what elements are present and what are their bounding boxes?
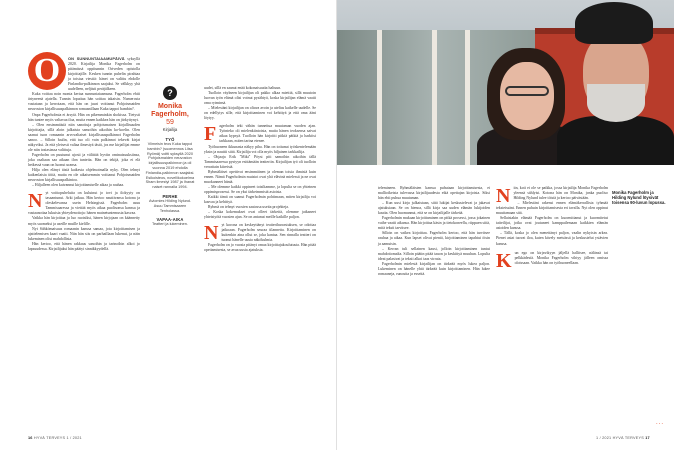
- col4-paragraph-2: – Mielestäni rakensi ennen elämäkerrallista tyhmää teksteissäni. Ennen puhuin kirjoittamisesta eri tavalla. Nyt olen oppinut muuttamaan sitä.: [496, 201, 608, 216]
- col2-paragraph-10: Ryhmä on tehnyt vuosien saatossa useita projekteja.: [208, 205, 289, 210]
- col2-paragraph-2: Tuolloin väylneen kirjailijan oli pakko alkaa miettiä, sillä muutoin luovan työn elämä olisi voinut pysähtyä, koska kirjailijan elämä vaatii oma rytminsä.: [204, 91, 316, 106]
- col2-paragraph-1: uudet, sillä en saanut enää kokonaisuutta haltuun.: [204, 86, 282, 90]
- col2-paragraph-13: Fagerholm on jo vuosia pitänyt omaa kirjoittajakoulutusta. Hän pitää opettamisesta, se avaa uusia ajatuksia.: [204, 243, 316, 253]
- photo-caption: [612, 190, 668, 206]
- sidebar-work-text: Viimeisin teos Kuka tappoi bambin? (suomennos Liisa Ryömä) voitti syksyllä 2020 Pohjoismaiden neuvoston kirjallisuuspalkinnon ja oli vuonna 2019 ehdolla Finlandia-palkinnon saajaksi. Esikoisteos, novellikokoelma Sham ilmestyi 1987 ja Ihanat naiset rannalla 1994.: [145, 142, 195, 190]
- col1-paragraph-7: – Hiljalleen olen kaivannut kirjoittamiselle aikaa ja rauhaa.: [32, 183, 125, 188]
- sidebar-heading-free-time: VAPAA-AIKA: [156, 217, 184, 223]
- sidebar-role: Kirjailija: [162, 127, 178, 132]
- col2-paragraph-4: Fagerholm teki vähän tunnettua muutaman vuoden ajan. Työnteko oli mielenkiintoista, mutta hänen teoksensa saivat aikaa kypsyä. Tuolloin hän kirjoitti pitkiä pätkiä ja harkitsi tarkkaan, miten tarina etenee.: [204, 123, 316, 146]
- dropcap-n2: N: [204, 222, 219, 245]
- col3-paragraph-3: Fagerholmin mukaan kirjoittaminen on pitkä prosessi, jossa jokainen vaihe vaatii aikansa. Hän kirjoittaa käsin ja tietokoneella, riippuen siitä, mitä teksti tarvitsee.: [378, 216, 490, 231]
- col3-paragraph-4: Silloin on vaikea kirjoittaa. Fagerholm kertoo, että hän tarvitsee rauhaa ja aikaa. Kun lapset olivat pieniä, kirjoittaminen tapahtui öisin ja aamuisin.: [378, 231, 490, 246]
- dropcap-f: F: [204, 123, 217, 146]
- col2-paragraph-6: – Ohjaaja Erik "Miki" Pöyst piti samoihin aikoihin tällä Tammisaaressa pystyyn esittämään teatteriin. Kirjailijan työ oli tuolloin verrattain kiireistä.: [204, 154, 316, 169]
- fact-sidebar: [145, 86, 195, 227]
- col1-paragraph-11: Hän kertoo, että hänen rakkaus sanoihin ja tarinoihin alkoi jo lapsuudessa. Kirjailijaksi hän päätyi sinnikkyydellä.: [28, 241, 140, 251]
- photo-man-coat: [557, 116, 674, 165]
- sidebar-heading-family: PERHE: [162, 193, 178, 199]
- caption-name: Monika Fagerholm: [612, 190, 649, 195]
- col2-paragraph-9: Kaikki tämä on saanut Fagerholmin pohtimaan, miten kirjailija voi kasvaa ja kehittyä.: [204, 194, 316, 205]
- col2-paragraph-5: Työhuoneen ikkunasta näkyy piha. Hän on tottunut työskentelemään yksin ja nauttii siitä. Kirjailija voi olla myös hiljainen tarkkailija.: [204, 144, 316, 154]
- col4-paragraph-4: – Tällä, koska jo olen menettänyt paljon, vaalin nykyisin arkea. Pienet asiat tuovat iloa, kuten kävely metsässä ja keskustelut ystävien kanssa.: [496, 231, 608, 246]
- photo-glasses: [505, 86, 549, 96]
- col3-paragraph-2: – Kun uusi kirja julkaistaan, siitä lukijat keskustelevat ja jakavat ajatuksiaan. Se on hienoa, sillä kirja saa uuden elämän lukijoiden kautta. Olen huomannut, että se on kirjailijalle tärkeää.: [378, 201, 490, 216]
- dropcap-k: K: [496, 249, 512, 272]
- col4-paragraph-3: Sellaistakin elämää Fagerholm on kuormittanut ja kuormitetut taiteilijat, jotka ovat joutuneet kamppailemaan kaikkien elämän asioiden kanssa.: [496, 216, 608, 231]
- column-4: [496, 186, 608, 270]
- col3-paragraph-6: Fagerholmin mielestä kirjailijan on tärkeää myös lukea paljon. Lukeminen on hänelle yhtä tärkeää kuin kirjoittaminen. Hän lukee romaaneja, runoutta ja esseitä.: [378, 261, 490, 276]
- col1-paragraph-8: Nyt voittopuheluita on kuluinut jo tovi ja ilokyyty on tasaantunut. Arki jatkuu. Hän kertoo nauttivansa kotona ja oleskelevansa usein Helsingissä. Fagerholm asuu Tammisaaressa ja viettää myös aikaa puolisonsa kanssa ja vastaanottaa lukuisia yhteydenottoja: hänen mainetuntemusta kasvaa.: [28, 190, 140, 216]
- lead-caps: ON SUNNUNTAIAAMUPÄIVÄ: [68, 56, 125, 61]
- col4-paragraph-5: Kun ego on kirjavikyyn jäljellä hallitsee, nälänsä tai pelkkädesiä. Monika Fagerholm vihtyy jälleen omissa oloissaan. Vaikka hän on työhuoneellaan.: [496, 249, 608, 272]
- folio-right-text: 1 / 2021 HYVÄ TERVEYS: [596, 436, 644, 440]
- sidebar-free-time-text: Teatteri ja lukeminen.: [152, 222, 188, 227]
- col3-paragraph-1: telemineen. Ryhmäläisten kanssa puhutaan kirjoittamisesta, ei mallioikeista tulevassa kirjailijuudesta eikä opettajan kirjoista. Siksi hän ehti puhua muutaman.: [378, 186, 490, 201]
- folio-left-number: 16: [28, 436, 33, 440]
- sidebar-family-text: Aviomies Hilding Nylund. Asuu Tammisaaren Tenholassa.: [149, 198, 191, 213]
- col2-paragraph-3: – Mielestäni kirjailijan on oltava avoin ja utelias kaikelle uudelle. Se on edellytys sille, että kirjoittaminen voi kehittyä ja että oma ääni löytyy.: [204, 106, 316, 121]
- col1-paragraph-6: Hilja olen elänyt tästä kaikesta ohjelmoimalla nyky. Olen tehnyt kaikenlaisia töitä, mutta en ole aikaisemmin voittanut Pohjoismaiden neuvoston kirjallisuuspalkintoa.: [28, 168, 140, 183]
- continues-marker: ...: [656, 420, 665, 426]
- col4-paragraph-1: Niin, koti ei ole se paikka, jossa kirjailija Monika Fagerholm yleensä sählyisi. Kotona hän on Monika, jonka puoliso Hilding Nylund tulee töistä ja kertoo päivästään.: [496, 185, 608, 207]
- caption-text: ja Hilding Nylund löysivät toisensa 90-luvun lopussa.: [612, 190, 666, 206]
- col1-paragraph-3: Onpa Fagerholmia ei ärsytä. Hän on pikemminkin shokissa. Tietysti hän tuntee myös valtavaa iloa, mutta ennen kaikkea hän on järkyttynyt.: [28, 112, 140, 122]
- col1-paragraph-10: Nyt Sähkömaisuus romaanin kanssa samaa, jota kirjoittamisen ja ajattelemisen kaari vaatii. Niin hän siis on parhaillaan lukenut, ja näin lukeminen olisi mahdollista.: [28, 226, 140, 241]
- column-3: [378, 186, 490, 277]
- sidebar-age: 59: [166, 119, 174, 126]
- question-mark-icon: ?: [163, 86, 177, 100]
- dropcap-n3: N: [496, 185, 511, 207]
- photo-man-beard: [587, 84, 645, 122]
- folio-left: [28, 436, 82, 440]
- col1-paragraph-9: Vaikka hän kirjoittaa ja luo ruotsiksi, hänen kirjojaan on käännetty myös suomeksi ja useille muille kielille.: [28, 216, 140, 226]
- col2-paragraph-12: Nyt korona on keskeyttänyt teatteriharrastuksen, se odottaa jatkoaan. Fagerholm seuraa tilannetta. Kirjoittaminen on kuitenkin aina ollut se, joka kantaa. Sen rinnalla teatteri on tuonut hänelle uusia näkökulmia.: [204, 222, 316, 245]
- folio-right-number: 17: [645, 436, 650, 440]
- photo-birch-trunk: [432, 30, 437, 165]
- col1-paragraph-5: Fagerholm on puutunut ujosti ja välittää hyviin ominaisuuksiinsa, joka osaltaan saa aikaan ilon tunteita. Hän on tekijä, joka ei elä hetkessä vaan on luonut uransa.: [28, 152, 140, 167]
- folio-left-text: HYVÄ TERVEYS 1 / 2021: [33, 436, 82, 440]
- dropcap-n: N: [28, 190, 43, 213]
- photo-woman-face: [500, 62, 554, 130]
- col2-paragraph-7: Ryhmäläiset opettivat ensimmäinen ja oleman toisia ihmisiä kuin ennen. Nämä Fagerholmin muistot ovat yhä elävinä mielessä ja ne ovat muokanneet häntä.: [204, 169, 316, 184]
- col3-paragraph-5: – Kerran tuli sellainen kausi, jolloin kirjoittaminen tuntui mahdottomalta. Silloin päätin pitää tauon ja keskittyä muuhun. Lopulta ideat palasivat ja teksti alkoi taas virrata.: [378, 246, 490, 261]
- photo-birch-trunk: [377, 30, 382, 165]
- column-1: [28, 56, 140, 252]
- column-2: [204, 86, 316, 254]
- col2-paragraph-8: – Me olemme kaikki oppineet toisiltamme, ja lopulta se on yhteinen oppimisprosessi. Se on yksi tärkeimmistä asioista.: [204, 184, 316, 194]
- col1-paragraph-4: – Olen ensimmäisiä niin sanottuja pohjoismaisen kirjallisuuden kirjoittajia, sillä aloin julkaista samoihin aikoihin ko-koelin. Olen saanut tuon romaanin arvovaltaiset kirjallisuuspalkinnot Fagerholm sanoo. – Silloin luulin, että tuo oli vain palkinnot tekevät kirjat näkyviksi. Ja että yleisesti valtaa ilmestyä tästä, jos me kirjailijat emme ole niin tosiasiassa valittuja.: [28, 122, 140, 152]
- portrait-photo: [337, 0, 674, 165]
- col1-paragraph-1: ON SUNNUNTAIAAMUPÄIVÄ syksyllä 2020. Kirjailija Monika Fagerholm on pitämässä oppitunnin Oriveden opistolla kirjoittajille. Kesken tunnin puhelin pirahtaa ja toistaa viestiä: hänet on valittu ehdolle Finlandia-palkinnon saajaksi. Se välkkyy yhä uudelleen, neljästi peräjälkeen.: [68, 56, 140, 92]
- col1-paragraph-2: Kuka voittaa noin monta kertaa sunnuntaiaamuna. Fagerholm ehtii ärtyneenä ajatella. Tunnin loputtua hän soittaa takaisin. Numerosta vastataan ja kerrotaan, että hän on juuri voittanut Pohjoismaiden neuvoston kirjallisuuspalkinnon romaanillaan Kuka tappoi bambin?.: [28, 92, 140, 112]
- initial-o-circle: O: [28, 52, 66, 90]
- sidebar-name: Monika Fagerholm,: [151, 103, 189, 118]
- sidebar-heading-work: TYÖ: [165, 137, 175, 142]
- col2-paragraph-11: – Koska kokemukset ovat olleet tärkeitä, olemme jatkaneet yhteistyötä vuosien ajan. Se on antanut meille kaikille paljon.: [204, 210, 316, 220]
- folio-right: [596, 436, 650, 440]
- photo-man-hat: [575, 2, 653, 44]
- photo-birch-trunk: [465, 30, 470, 165]
